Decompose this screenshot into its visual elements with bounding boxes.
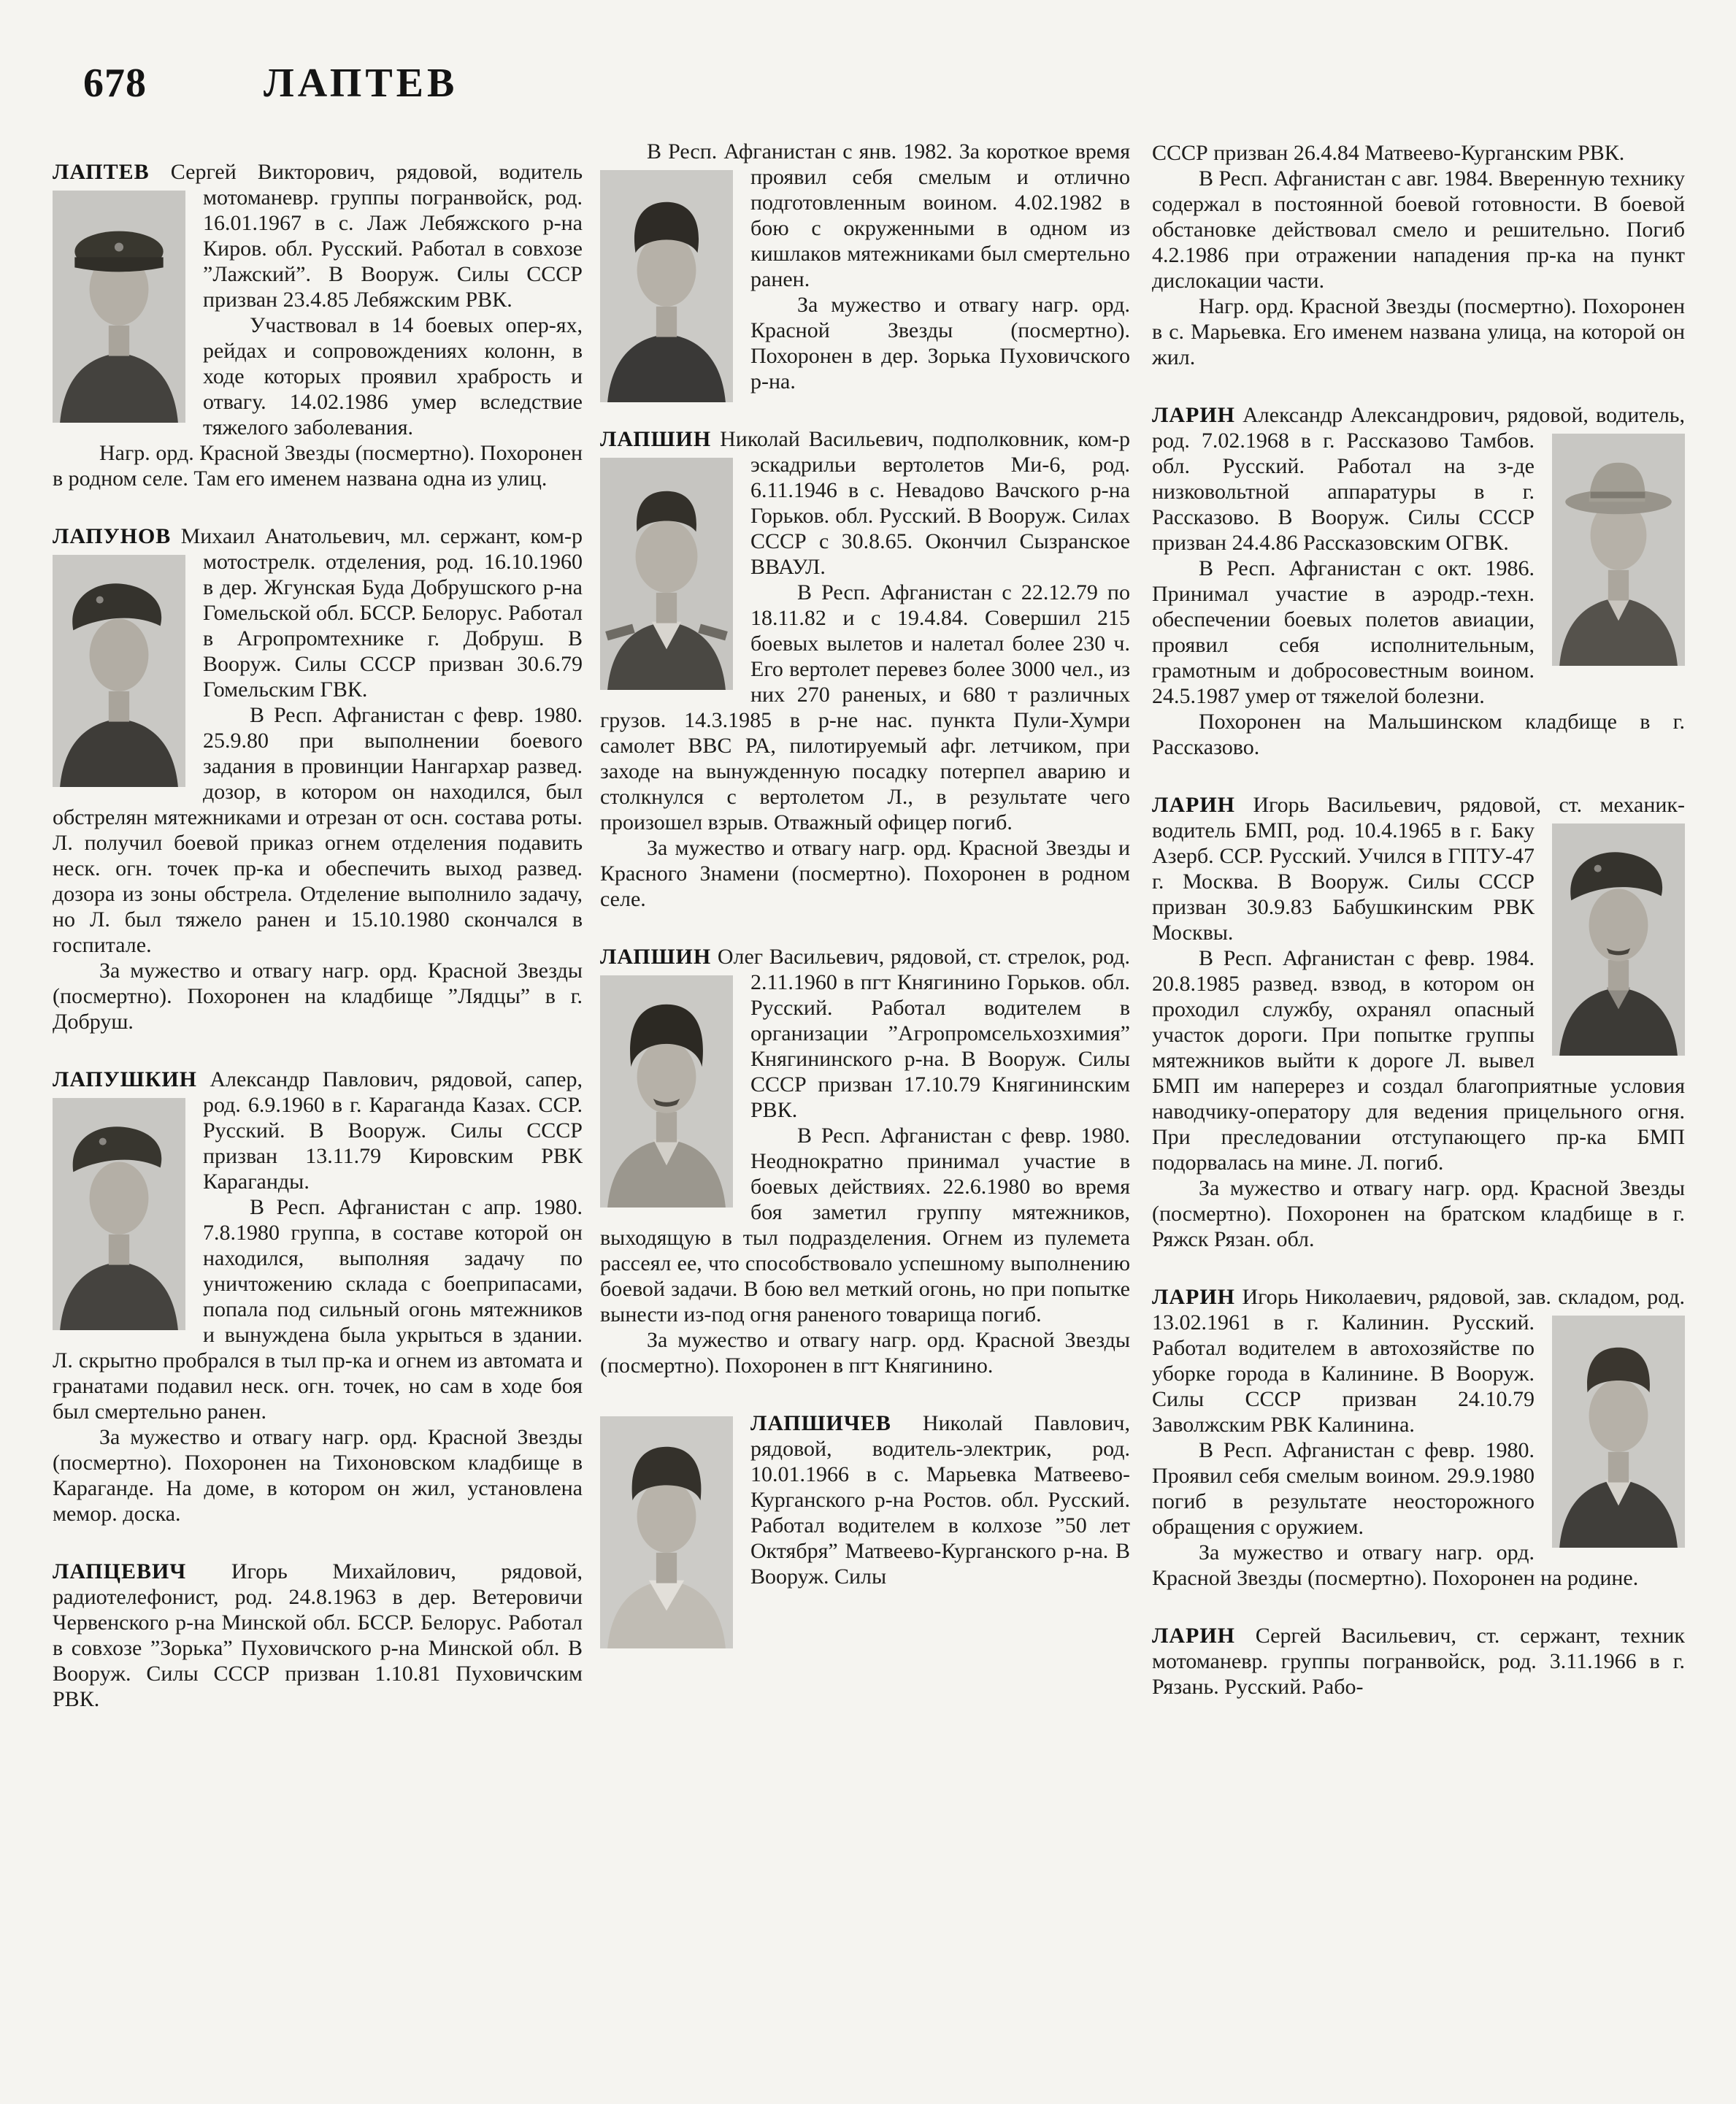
entry-laptsevich-cont-p1 [600, 139, 1130, 292]
portrait-larin-igor-nikolaevich-photo [1552, 1316, 1685, 1548]
portrait-lapshichev-photo [600, 1416, 733, 1648]
portrait-larin-igor-vasilevich-photo [1552, 823, 1685, 1056]
entry-laptev [53, 159, 583, 491]
entry-laptsevich-cont-p2: За мужество и отвагу нагр. орд. Красной Звезды (посмертно). Похоронен в дер. Зорька Пуховичского р-на. [750, 293, 1130, 393]
entry-lapshin-n-intro [600, 426, 1130, 580]
entry-lapshin-oleg [600, 944, 1130, 1378]
entry-lapshin-n-p3: За мужество и отвагу нагр. орд. Красной Звезды и Красного Знамени (посмертно). Похоронен в родном селе. [600, 836, 1130, 911]
larin-in-text-a: Игорь Николаевич, рядовой, зав. складом, род. 13.02.1961 в г. Калинин. [1152, 1285, 1685, 1335]
surname-laptev: ЛАПТЕВ [53, 160, 150, 184]
entry-lapunov-text-a: Михаил Анатольевич, мл. сержант, ком-р мотострелк. отделения, род. [171, 524, 583, 574]
entry-lapushkin-p2: В Респ. Афганистан с апр. 1980. 7.8.1980 группа, в составе которой он находился, выполняя задачу по уничтожению склада с боеприпасами, попала под сильный огонь мятежников и вынуждена была укрыться в здании. Л. скрытно пробрался в тыл пр-ка и огнем из автомата и гранатами подавил неск. огн. точек, но сам в ходе боя был смертельно ранен. [53, 1195, 583, 1424]
laptsevich-cont-text-a: В Респ. Афганистан с янв. 1982. За короткое время проявил себя смелым и [647, 139, 1130, 189]
entry-larin-sergey [1152, 1623, 1685, 1700]
entry-larin-in-p2: В Респ. Афганистан с февр. 1980. Проявил себя смелым воином. 29.9.1980 погиб в результате неосторожного обращения с оружием. [1152, 1438, 1535, 1539]
surname-lapshin-nikolay: ЛАПШИН [600, 427, 712, 451]
entry-lapshin-nikolay [600, 426, 1130, 912]
entry-laptev-text-a: Сергей Викторович, рядовой, водитель мотоманевр. группы погранвойск, род. [149, 160, 583, 210]
entry-laptsevich-intro [53, 1559, 583, 1712]
entry-laptev-text-b: 16.01.1967 в с. Лаж Лебяжского р-на Киров. обл. Русский. Работал в совхозе ”Лажский”. В Вооруж. Силы СССР призван 23.4.85 Лебяжским РВК. [203, 211, 583, 312]
entry-larin-iv-intro [1152, 792, 1685, 945]
entry-lapunov-text-b: 16.10.1960 в дер. Жгунская Буда Добрушского р-на Гомельской обл. БССР. Белорус. Работал в Агропромтехнике г. Добруш. В Вооруж. Силы СССР призван 30.6.79 Гомельским ГВК. [203, 550, 583, 702]
entry-lapushkin-intro [53, 1067, 583, 1194]
lapshin-n-text-b: Ми-6, род. 6.11.1946 в с. Невадово Вачского р-на Горьков. обл. Русский. В Вооруж. Силах СССР с 30.8.65. Окончил Сызранское ВВАУЛ. [750, 453, 1130, 579]
column-3 [1152, 140, 1685, 1700]
page-number: 678 [83, 61, 147, 106]
entry-lapshin-o-p2: В Респ. Афганистан с февр. 1980. Неоднократно принимал участие в боевых действиях. 22.6.1980 во время боя заметил группу мятежников, выходящую в тыл подразделения. Огнем из пулемета рассеял ее, что способствовало успешному выполнению боевой задачи. В бою вел меткий огонь, но при попытке вынести из-под огня раненого товарища погиб. [600, 1124, 1130, 1326]
surname-larin-aleksandr: ЛАРИН [1152, 403, 1236, 427]
entry-lapshin-o-p3: За мужество и отвагу нагр. орд. Красной Звезды (посмертно). Похоронен в пгт Княгинино. [600, 1328, 1130, 1378]
larin-in-text-b: Русский. Работал водителем в автохозяйстве по уборке города в Калинине. В Вооруж. Силы СССР призван 24.10.79 Заволжским РВК Калинина. [1152, 1310, 1535, 1437]
larin-iv-text-a: Игорь Васильевич, рядовой, ст. механик-водитель БМП, род. 10.4.1965 в [1152, 793, 1685, 842]
entry-lapushkin [53, 1067, 583, 1527]
portrait-lapshin-oleg-photo [600, 975, 733, 1208]
portrait-lapushkin-photo [53, 1098, 185, 1330]
surname-lapunov: ЛАПУНОВ [53, 524, 172, 548]
surname-larin-sergey: ЛАРИН [1152, 1624, 1236, 1648]
entry-lapshichev-cont-p1: СССР призван 26.4.84 Матвеево-Курганским РВК. [1152, 141, 1625, 165]
surname-larin-igor-vasilevich: ЛАРИН [1152, 793, 1236, 817]
surname-lapshichev: ЛАПШИЧЕВ [750, 1411, 891, 1435]
portrait-lapunov-photo [53, 555, 185, 787]
entry-lapunov-intro [53, 523, 583, 702]
portrait-laptev-photo [53, 191, 185, 423]
entry-laptev-p2: Участвовал в 14 боевых опер-ях, рейдах и сопровождениях колонн, в ходе которых проявил храбрость и отвагу. 14.02.1986 умер вследствие тяжелого заболевания. [203, 313, 583, 439]
entry-laptev-p3: Нагр. орд. Красной Звезды (посмертно). Похоронен в родном селе. Там его именем названа одна из улиц. [53, 441, 583, 491]
entry-lapushkin-text-b: Казах. ССР. Русский. В Вооруж. Силы СССР призван 13.11.79 Кировским РВК Караганды. [203, 1093, 583, 1194]
portrait-larin-aleksandr-photo [1552, 434, 1685, 666]
lapshin-o-text-a: Олег Васильевич, рядовой, ст. стрелок, род. 2.11.1960 в пгт Княгинино [711, 945, 1130, 994]
entry-lapshichev-intro [600, 1410, 1130, 1589]
larin-iv-text-b: г. Баку Азерб. ССР. Русский. Учился в ГПТУ-47 г. Москва. В Вооруж. Силы СССР призван 30.9.83 Бабушкинским РВК Москвы. [1152, 818, 1535, 945]
entry-lapushkin-text-a: Александр Павлович, рядовой, сапер, род. 6.9.1960 в г. Караганда [197, 1067, 583, 1117]
portrait-laptsevich-photo [600, 170, 733, 402]
entry-larin-igor-nikolaevich [1152, 1284, 1685, 1591]
entry-larin-aleksandr [1152, 402, 1685, 760]
entry-laptev-intro [53, 159, 583, 312]
page-title: ЛАПТЕВ [264, 61, 458, 106]
surname-larin-igor-nikolaevich: ЛАРИН [1152, 1285, 1236, 1309]
entry-laptsevich [53, 1559, 583, 1712]
entry-larin-a-p2: В Респ. Афганистан с окт. 1986. Принимал участие в аэродр.-техн. обеспечении боевых полетов авиации, проявил себя исполнительным, грамотным и добросовестным воином. 24.5.1987 умер от тяжелой болезни. [1152, 556, 1535, 708]
larin-a-text-a: Александр Александрович, рядовой, водитель, род. 7.02.1968 в г. Рассказово [1152, 403, 1685, 453]
entry-lapunov [53, 523, 583, 1034]
lapshin-n-text-a: Николай Васильевич, подполковник, ком-р эскадрильи вертолетов [711, 427, 1130, 477]
surname-laptsevich: ЛАПЦЕВИЧ [53, 1559, 187, 1583]
entry-laptsevich-text: Игорь Михайлович, рядовой, радиотелефонист, род. 24.8.1963 в дер. Ветеровичи Червенского р-на Минской обл. БССР. Белорус. Работал в совхозе ”Зорька” Пуховичского р-на Минской обл. В Вооруж. Силы СССР призван 1.10.81 Пуховичским РВК. [53, 1559, 583, 1711]
page-header [83, 61, 583, 105]
entry-larin-iv-p2: В Респ. Афганистан с февр. 1984. 20.8.1985 развед. взвод, в котором он проходил службу, охранял опасный участок дороги. При попытке группы мятежников выйти к дороге Л. вывел БМП им наперерез и создал благоприятные условия наводчику-оператору для ведения прицельного огня. При преследовании отступающего пр-ка БМП подорвалась на мине. Л. погиб. [1152, 946, 1685, 1175]
larin-s-text: Сергей Васильевич, ст. сержант, техник мотоманевр. группы погранвойск, род. 3.11.1966 в г. Рязань. Русский. Рабо- [1152, 1624, 1685, 1699]
column-1 [53, 57, 583, 1712]
lapshichev-text: Николай Павлович, рядовой, водитель-электрик, род. 10.01.1966 в с. Марьевка Матвеево-Курганского р-на Ростов. обл. Русский. Работал водителем в колхозе ”50 лет Октября” Матвеево-Курганского р-на. В Вооруж. Силы [750, 1411, 1130, 1589]
lapshin-o-text-b: Горьков. обл. Русский. Работал водителем в организации ”Агропромсельхозхимия” Княгининского р-на. В Вооруж. Силы СССР призван 17.10.79 Княгининским РВК. [750, 970, 1130, 1122]
entry-lapshichev-continued [1152, 140, 1685, 370]
entry-lapunov-p2: В Респ. Афганистан с февр. 1980. 25.9.80 при выполнении боевого задания в провинции Нангархар развед. дозор, в котором он находился, был обстрелян мятежниками и отрезан от осн. состава роты. Л. получил боевой приказ огнем отделения подавить неск. огн. точек пр-ка и обеспечить выход развед. дозора из зоны обстрела. Отделение выполнило задачу, но Л. был тяжело ранен и 15.10.1980 скончался в госпитале. [53, 703, 583, 957]
entry-lapshin-n-p2: В Респ. Афганистан с 22.12.79 по 18.11.82 и с 19.4.84. Совершил 215 боевых вылетов и налетал более 230 ч. Его вертолет перевез более 3000 чел., из них 270 раненых, и 680 т различных грузов. 14.3.1985 в р-не нас. пункта Пули-Хумри самолет ВВС РА, пилотируемый афг. летчиком, при заходе на вынужденную посадку потерпел аварию и столкнулся с вертолетом Л., в результате чего произошел взрыв. Отважный офицер погиб. [600, 580, 1130, 834]
entry-larin-igor-vasilevich [1152, 792, 1685, 1252]
entry-lapunov-p3: За мужество и отвагу нагр. орд. Красной Звезды (посмертно). Похоронен на кладбище ”Лядцы” в г. Добруш. [53, 959, 583, 1034]
entry-lapshichev [600, 1410, 1130, 1589]
entry-larin-iv-p3: За мужество и отвагу нагр. орд. Красной Звезды (посмертно). Похоронен на братском кладбище в г. Ряжск Рязан. обл. [1152, 1176, 1685, 1251]
entry-larin-s-intro [1152, 1623, 1685, 1700]
larin-a-text-b: Тамбов. обл. Русский. Работал на з-де низковольтной аппаратуры в г. Рассказово. В Вооруж. Силы СССР призван 24.4.86 Рассказовским ОГВК. [1152, 429, 1535, 555]
laptsevich-cont-text-b: отлично подготовленным воином. 4.02.1982 в бою с окруженными в одном из кишлаков мятежниками был смертельно ранен. [750, 165, 1130, 291]
entry-lapshichev-cont-p2: В Респ. Афганистан с авг. 1984. Вверенную технику содержал в постоянной боевой готовности. В боевой обстановке действовал смело и решительно. Погиб 4.2.1986 при отражении нападения пр-ка на пункт дислокации части. [1152, 166, 1685, 293]
entry-lapshichev-cont-p3: Нагр. орд. Красной Звезды (посмертно). Похоронен в с. Марьевка. Его именем названа улица, на которой он жил. [1152, 294, 1685, 369]
entry-larin-in-intro [1152, 1284, 1685, 1437]
column-2 [600, 139, 1130, 1653]
portrait-lapshin-nikolay-photo [600, 458, 733, 690]
entry-larin-in-p3: За мужество и отвагу нагр. орд. Красной Звезды (посмертно). Похоронен на родине. [1152, 1540, 1639, 1590]
entry-larin-a-intro [1152, 402, 1685, 556]
entry-larin-a-p3: Похоронен на Мальшинском кладбище в г. Рассказово. [1152, 710, 1685, 759]
surname-lapshin-oleg: ЛАПШИН [600, 945, 712, 969]
entry-lapshin-o-intro [600, 944, 1130, 1123]
surname-lapushkin: ЛАПУШКИН [53, 1067, 197, 1091]
entry-lapushkin-p3: За мужество и отвагу нагр. орд. Красной Звезды (посмертно). Похоронен на Тихоновском кладбище в Караганде. На доме, в котором он жил, установлена мемор. доска. [53, 1425, 583, 1526]
entry-laptsevich-continued [600, 139, 1130, 394]
